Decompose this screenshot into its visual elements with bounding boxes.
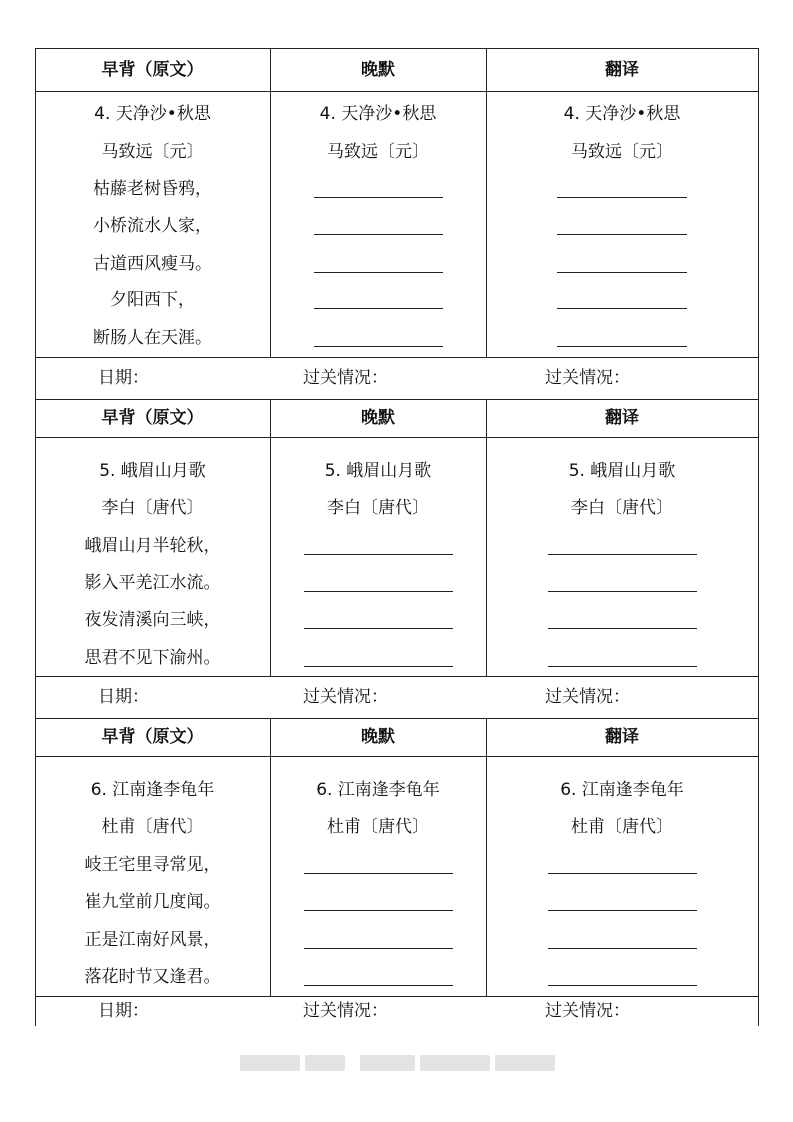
poem-line: 崔九堂前几度闻。: [84, 892, 221, 912]
table-rule: [35, 718, 759, 719]
translate-blank-line[interactable]: [557, 272, 687, 273]
table-rule: [35, 756, 759, 757]
poem-author: 杜甫〔唐代〕: [101, 817, 204, 837]
column-divider: [270, 399, 271, 676]
poem-title: 5. 峨眉山月歌: [99, 461, 206, 481]
poem-line: 小桥流水人家，: [93, 216, 212, 236]
pass-label: 过关情况：: [303, 368, 388, 388]
header-original: 早背（原文）: [101, 408, 204, 428]
translate-blank-line[interactable]: [548, 628, 697, 629]
blurred-watermark: [360, 1055, 415, 1071]
translate-author: 杜甫〔唐代〕: [571, 817, 673, 837]
poem-line: 思君不见下渝州。: [84, 648, 221, 668]
translate-blank-line[interactable]: [548, 554, 697, 555]
recite-title: 5. 峨眉山月歌: [324, 461, 432, 481]
table-rule: [35, 676, 759, 677]
column-divider: [270, 718, 271, 996]
blurred-watermark: [420, 1055, 490, 1071]
date-label: 日期：: [98, 1001, 149, 1021]
blurred-watermark: [495, 1055, 555, 1071]
date-label: 日期：: [98, 687, 149, 707]
translate-title: 6. 江南逢李龟年: [560, 780, 684, 800]
translate-author: 马致远〔元〕: [571, 142, 673, 162]
poem-line: 岐王宅里寻常见，: [84, 855, 221, 875]
poem-author: 李白〔唐代〕: [101, 498, 204, 518]
translate-blank-line[interactable]: [557, 308, 687, 309]
recite-blank-line[interactable]: [304, 591, 453, 592]
recite-blank-line[interactable]: [304, 873, 453, 874]
recite-title: 6. 江南逢李龟年: [316, 780, 440, 800]
recite-blank-line[interactable]: [314, 234, 443, 235]
poem-line: 断肠人在天涯。: [93, 328, 212, 348]
table-rule: [35, 996, 759, 997]
translate-author: 李白〔唐代〕: [571, 498, 673, 518]
blurred-watermark: [240, 1055, 300, 1071]
table-rule: [35, 437, 759, 438]
table-rule: [35, 399, 759, 400]
translate-blank-line[interactable]: [557, 346, 687, 347]
pass-label: 过关情况：: [303, 687, 388, 707]
pass-label: 过关情况：: [303, 1001, 388, 1021]
translate-blank-line[interactable]: [548, 666, 697, 667]
recite-blank-line[interactable]: [314, 346, 443, 347]
table-border-right: [758, 48, 759, 1026]
recite-blank-line[interactable]: [304, 554, 453, 555]
recite-blank-line[interactable]: [314, 308, 443, 309]
poem-title: 4. 天净沙•秋思: [94, 104, 211, 124]
poem-line: 正是江南好风景，: [84, 930, 221, 950]
translate-blank-line[interactable]: [548, 948, 697, 949]
header-recite: 晚默: [361, 727, 395, 747]
translate-blank-line[interactable]: [548, 910, 697, 911]
date-label: 日期：: [98, 368, 149, 388]
translate-blank-line[interactable]: [557, 234, 687, 235]
recite-blank-line[interactable]: [314, 272, 443, 273]
translate-title: 4. 天净沙•秋思: [563, 104, 681, 124]
column-divider: [486, 399, 487, 676]
poem-line: 夕阳西下，: [110, 290, 195, 310]
recite-author: 马致远〔元〕: [327, 142, 429, 162]
poem-title: 6. 江南逢李龟年: [90, 780, 215, 800]
header-original: 早背（原文）: [101, 727, 204, 747]
header-recite: 晚默: [361, 408, 395, 428]
translate-blank-line[interactable]: [548, 873, 697, 874]
translate-blank-line[interactable]: [548, 591, 697, 592]
blurred-watermark: [305, 1055, 345, 1071]
header-translate: 翻译: [605, 727, 639, 747]
header-translate: 翻译: [605, 60, 639, 80]
header-original: 早背（原文）: [101, 60, 204, 80]
pass-label: 过关情况：: [545, 1001, 630, 1021]
column-divider: [270, 48, 271, 357]
table-rule: [35, 91, 759, 92]
pass-label: 过关情况：: [545, 687, 630, 707]
header-recite: 晚默: [361, 60, 395, 80]
header-translate: 翻译: [605, 408, 639, 428]
pass-label: 过关情况：: [545, 368, 630, 388]
recite-blank-line[interactable]: [304, 948, 453, 949]
poem-line: 枯藤老树昏鸦，: [93, 179, 212, 199]
recite-blank-line[interactable]: [314, 197, 443, 198]
column-divider: [486, 718, 487, 996]
recite-blank-line[interactable]: [304, 628, 453, 629]
translate-blank-line[interactable]: [548, 985, 697, 986]
table-rule: [35, 357, 759, 358]
recite-title: 4. 天净沙•秋思: [319, 104, 437, 124]
poem-line: 落花时节又逢君。: [84, 967, 221, 987]
translate-title: 5. 峨眉山月歌: [568, 461, 676, 481]
column-divider: [486, 48, 487, 357]
poem-line: 影入平羌江水流。: [84, 573, 221, 593]
poem-line: 古道西风瘦马。: [93, 254, 212, 274]
recite-blank-line[interactable]: [304, 985, 453, 986]
poem-line: 峨眉山月半轮秋，: [84, 536, 221, 556]
recite-blank-line[interactable]: [304, 910, 453, 911]
recite-author: 李白〔唐代〕: [327, 498, 429, 518]
table-rule: [35, 48, 759, 49]
translate-blank-line[interactable]: [557, 197, 687, 198]
poem-author: 马致远〔元〕: [101, 142, 204, 162]
recite-blank-line[interactable]: [304, 666, 453, 667]
recite-author: 杜甫〔唐代〕: [327, 817, 429, 837]
poem-line: 夜发清溪向三峡，: [84, 610, 221, 630]
